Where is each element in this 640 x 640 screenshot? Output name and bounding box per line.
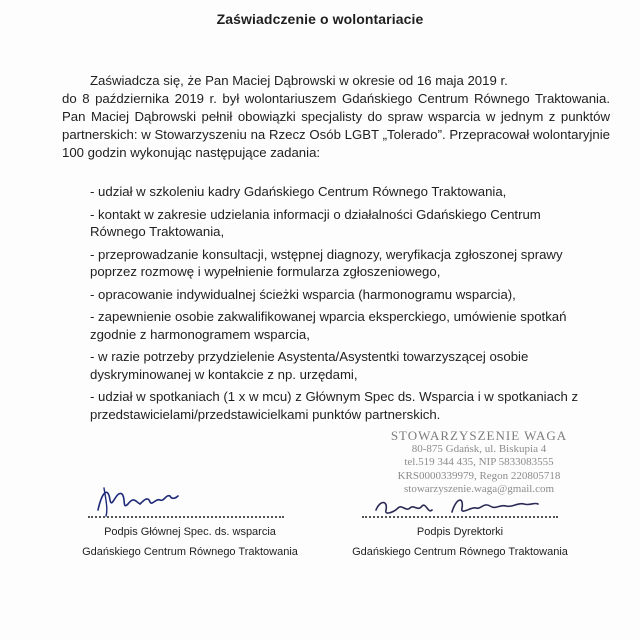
left-signature-role: Podpis Głównej Spec. ds. wsparcia — [104, 526, 276, 538]
task-item: - zapewnienie osobie zakwalifikowanej wparcia eksperckiego, umówienie spotkań zgodnie z harmonogramem wsparcia, — [90, 309, 567, 342]
document-title: Zaświadczenie o wolontariacie — [216, 11, 424, 27]
task-item: - opracowanie indywidualnej ścieżki wsparcia (harmonogramu wsparcia), — [90, 286, 516, 302]
left-signature-caption — [60, 522, 320, 562]
left-handwritten-signature — [92, 480, 182, 520]
stamp-krs-regon: KRS0000339979, Regon 220805718 — [397, 469, 561, 482]
stamp-tel-nip: tel.519 344 435, NIP 5833083555 — [404, 456, 554, 468]
right-signature-line — [362, 516, 558, 518]
task-item: - udział w szkoleniu kadry Gdańskiego Centrum Równego Traktowania, — [90, 184, 507, 199]
task-list — [90, 183, 590, 428]
left-signature-organization: Gdańskiego Centrum Równego Traktowania — [82, 546, 298, 558]
intro-first-line: Zaświadcza się, że Pan Maciej Dąbrowski w okresie od 16 maja 2019 r. — [90, 73, 508, 88]
task-item: - w razie potrzeby przydzielenie Asystenta/Asystentki towarzyszącej osobie dyskryminowanej w kontakcie z np. urzędami, — [90, 349, 529, 382]
task-item: - udział w spotkaniach (1 x w mcu) z Głównym Spec ds. Wsparcia i w spotkaniach z przedstawicielami/przedstawicielkami punktów partnerskich. — [90, 389, 579, 422]
intro-paragraph — [62, 72, 610, 162]
left-signature-line — [88, 516, 284, 518]
right-signature-organization: Gdańskiego Centrum Równego Traktowania — [352, 546, 568, 558]
intro-rest: do 8 października 2019 r. był wolontariuszem Gdańskiego Centrum Równego Traktowania. Pan Maciej Dąbrowski pełnił obowiązki specjalisty do spraw wsparcia w jednym z punktów partnerskich: w Stowarzyszeniu na Rzecz Osób LGBT „Tolerado”. Przepracował wolontaryjnie 100 godzin wykonując następujące zadania: — [62, 91, 610, 160]
right-signature-caption — [330, 522, 590, 562]
stamp-email: stowarzyszenie.waga@gmail.com — [403, 483, 555, 495]
organization-stamp — [384, 429, 574, 497]
stamp-address: 80-875 Gdańsk, ul. Biskupia 4 — [411, 442, 547, 455]
stamp-name: STOWARZYSZENIE WAGA — [390, 429, 568, 443]
task-item: - przeprowadzanie konsultacji, wstępnej diagnozy, weryfikacja zgłoszonej sprawy poprzez rozmowę i wypełnienie formularza zgłoszeniowego, — [90, 246, 563, 279]
right-signature-role: Podpis Dyrektorki — [416, 526, 504, 538]
task-item: - kontakt w zakresie udzielania informacji o działalności Gdańskiego Centrum Równego Traktowania, — [90, 206, 541, 239]
